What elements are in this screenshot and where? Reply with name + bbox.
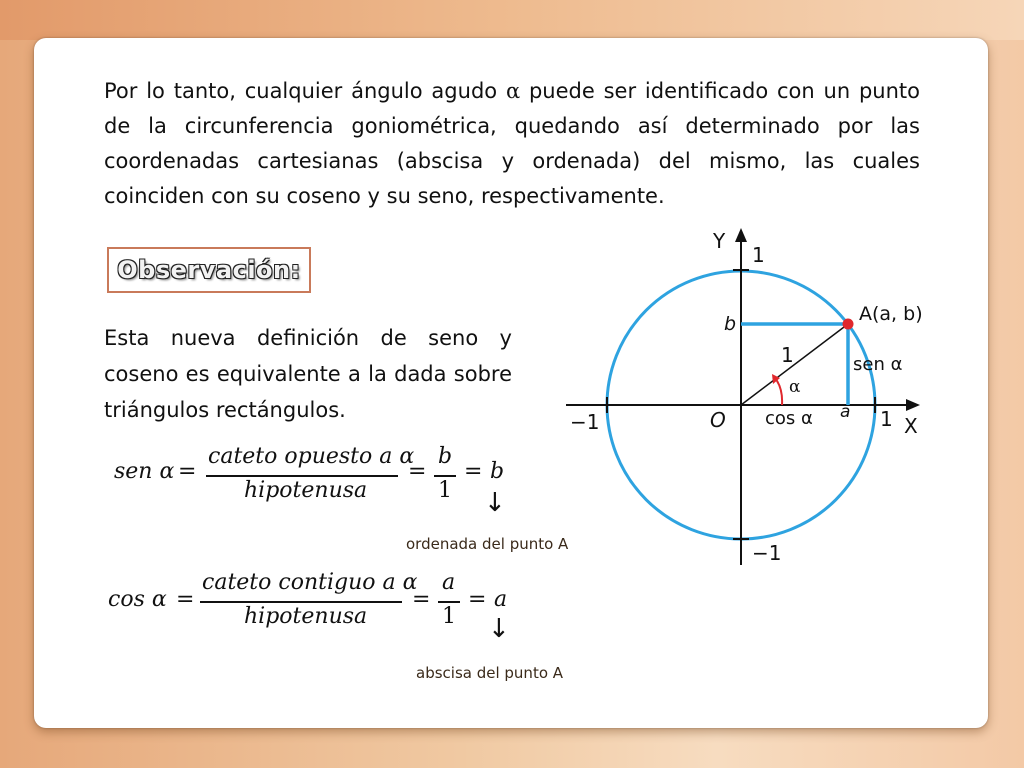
origin-label: O (710, 408, 726, 432)
observation-title: Observación: (117, 256, 301, 284)
sine-denominator-1: 1 (438, 478, 452, 503)
radius-label: 1 (781, 343, 794, 367)
sine-label: sen α (853, 354, 903, 375)
cosine-down-arrow: ↓ (488, 614, 510, 644)
angle-label: α (789, 377, 801, 397)
cosine-equals-2: = (412, 587, 431, 612)
cosine-equals-3: = (468, 587, 487, 612)
point-a-label: A(a, b) (859, 303, 923, 325)
sine-equals-3: = (464, 459, 483, 484)
y-axis-arrowhead (735, 228, 747, 242)
observation-text: Esta nueva definición de seno y coseno es equivalente a la dada sobre triángulos rectángulos. (104, 326, 512, 422)
sine-note: ordenada del punto A (406, 535, 569, 553)
cosine-note: abscisa del punto A (416, 664, 564, 682)
cosine-label: cos α (765, 408, 813, 429)
sine-numerator: cateto opuesto a α (208, 444, 415, 469)
x-axis-arrowhead (906, 399, 920, 411)
y-axis-label: Y (713, 229, 726, 253)
intro-text-end: puede ser identificado con un punto de la circunferencia goniométrica, quedando así determinado por las coordenadas cartesianas (abscisa y ordenada) del mismo, las cuales coinciden con su coseno y su seno, respectivamente. (104, 79, 921, 208)
sine-equals-1: = (178, 459, 197, 484)
sine-result: b (490, 459, 505, 484)
cosine-denominator: hipotenusa (244, 604, 368, 629)
b-axis-label: b (724, 313, 737, 335)
cosine-numerator-a: a (442, 570, 456, 595)
x-tick-label-1: 1 (880, 407, 893, 431)
angle-arc (775, 378, 782, 405)
x-axis-label: X (904, 414, 918, 438)
point-a (843, 319, 854, 330)
cosine-numerator: cateto contiguo a α (202, 570, 418, 595)
a-axis-label: a (840, 402, 851, 422)
cosine-equals-1: = (176, 587, 195, 612)
intro-alpha-symbol: α (505, 79, 521, 103)
x-tick-label-minus-1: −1 (570, 410, 600, 434)
sine-lhs: sen α (114, 459, 175, 484)
sine-down-arrow: ↓ (484, 488, 506, 518)
y-tick-label-1: 1 (752, 243, 765, 267)
intro-text-start: Por lo tanto, cualquier ángulo agudo (104, 79, 506, 103)
sine-numerator-b: b (438, 444, 453, 469)
cosine-denominator-1: 1 (442, 604, 456, 629)
y-tick-label-minus-1: −1 (752, 541, 782, 565)
sine-equals-2: = (408, 459, 427, 484)
cosine-result: a (494, 587, 508, 612)
sine-denominator: hipotenusa (244, 478, 368, 503)
cosine-lhs: cos α (108, 587, 167, 612)
